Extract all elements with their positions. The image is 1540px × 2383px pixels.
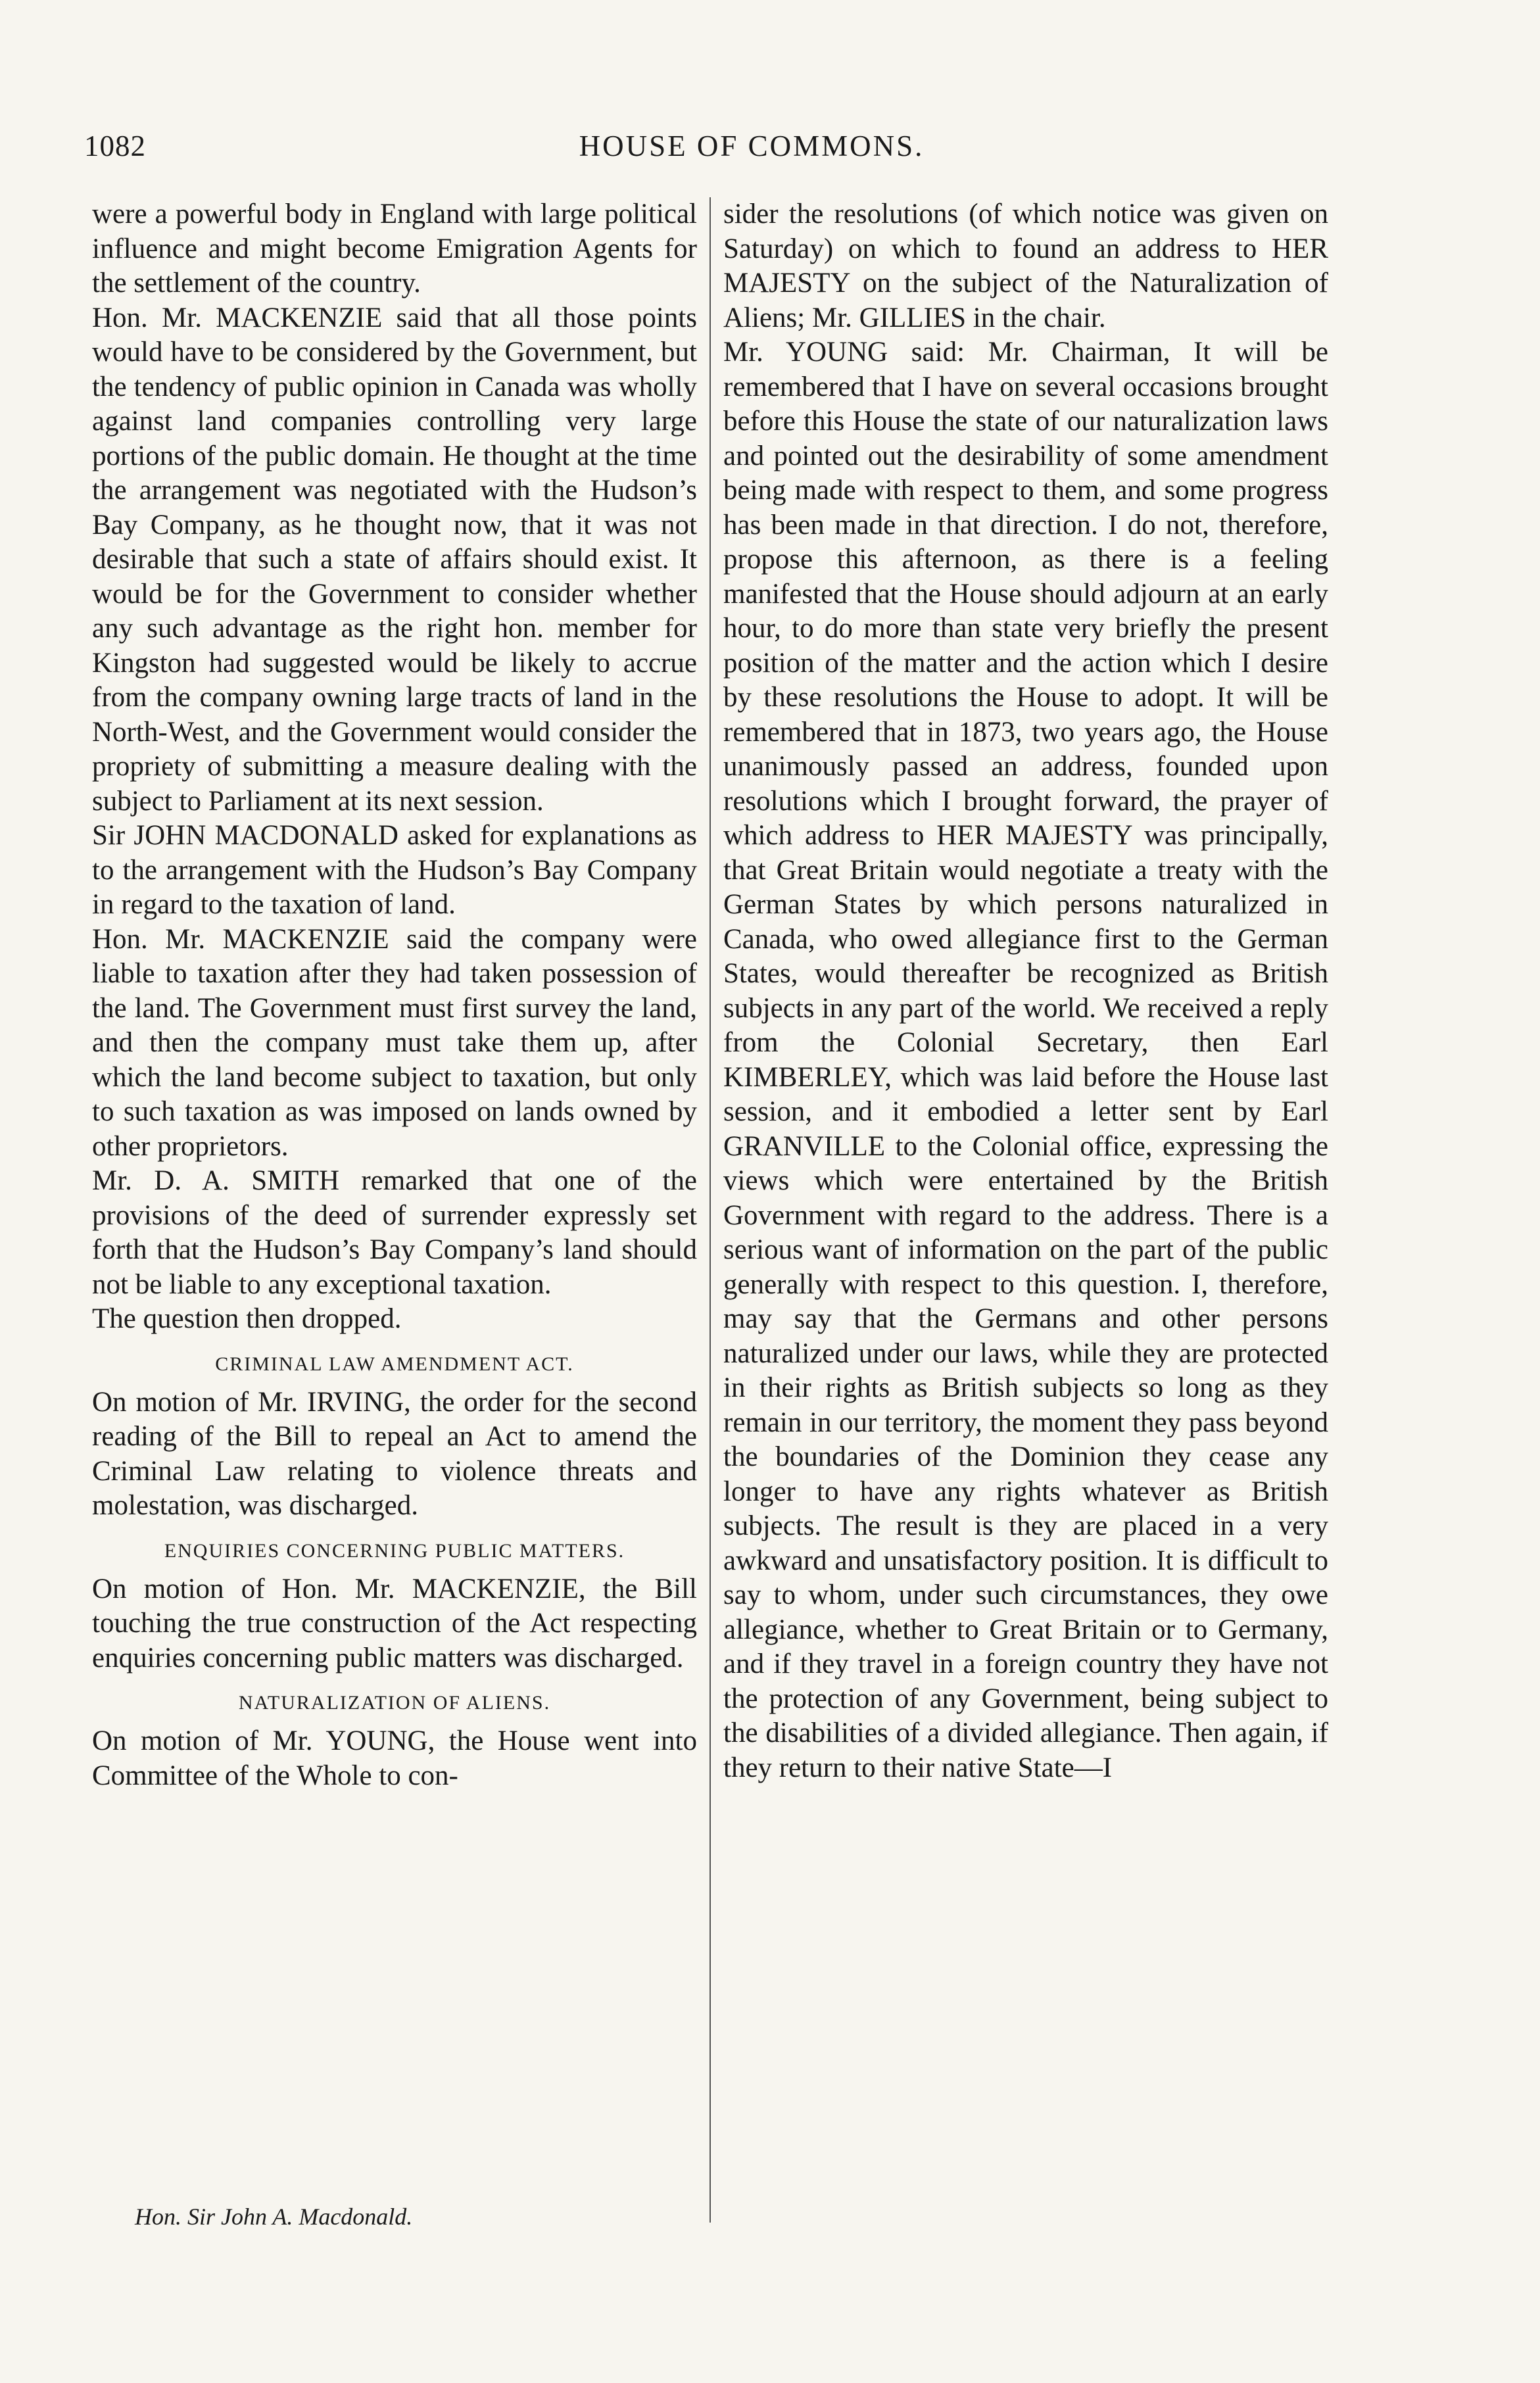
left-paragraph-3: Sir JOHN MACDONALD asked for explanations as to the arrangement with the Hudson’s Bay Company in regard to the taxation of land. (92, 820, 697, 920)
page-header (84, 129, 1419, 168)
column-divider (710, 197, 711, 2223)
right-paragraph-1: sider the resolutions (of which notice was given on Saturday) on which to found an address to HER MAJESTY on the subject of the Naturalization of Aliens; Mr. GILLIES in the chair. (723, 199, 1328, 333)
section-heading-naturalization: NATURALIZATION OF ALIENS. (238, 1692, 551, 1714)
left-paragraph-young-motion: On motion of Mr. YOUNG, the House went into Committee of the Whole to con- (92, 1725, 697, 1791)
right-paragraph-young-speech: Mr. YOUNG said: Mr. Chairman, It will be remembered that I have on several occasions brought before this House the state of our naturalization laws and pointed out the desirability of some amendment being made with respect to them, and some progress has been made in that direction. I do not, therefore, propose this afternoon, as there is a feeling manifested that the House should adjourn at an early hour, to do more than state very briefly the present position of the matter and the action which I desire by these resolutions the House to adopt. It will be remembered that in 1873, two years ago, the House unanimously passed an address, founded upon resolutions which I brought forward, the prayer of which address to HER MAJESTY was principally, that Great Britain would negotiate a treaty with the German States by which persons naturalized in Canada, who owed allegiance first to the German States, would thereafter be recognized as British subjects in any part of the world. We received a reply from the Colonial Secretary, then Earl KIMBERLEY, which was laid before the House last session, and it embodied a letter sent by Earl GRANVILLE to the Colonial office, expressing the views which were entertained by the British Government with regard to the address. There is a serious want of information on the part of the public generally with respect to this question. I, therefore, may say that the Germans and other persons naturalized under our laws, while they are protected in their rights as British subjects so long as they remain in our territory, the moment they pass beyond the boundaries of the Dominion they cease any longer to have any rights whatever as British subjects. The result is they are placed in a very awkward and unsatisfactory position. It is difficult to say to whom, under such circumstances, they owe allegiance, whether to Great Britain or to Germany, and if they travel in a foreign country they have not the protection of any Government, being subject to the disabilities of a divided allegiance. Then again, if they return to their native State—I (723, 337, 1328, 1783)
left-paragraph-1: were a powerful body in England with large political influence and might become Emigration Agents for the settlement of the country. (92, 199, 697, 299)
running-title: HOUSE OF COMMONS. (579, 130, 925, 162)
left-paragraph-irving: On motion of Mr. IRVING, the order for the second reading of the Bill to repeal an Act to amend the Criminal Law relating to violence threats and molestation, was discharged. (92, 1386, 697, 1521)
right-column (723, 197, 1328, 1785)
section-heading-enquiries: ENQUIRIES CONCERNING PUBLIC MATTERS. (164, 1539, 625, 1562)
left-paragraph-4: Hon. Mr. MACKENZIE said the company were liable to taxation after they had taken possession of the land. The Government must first survey the land, and then the company must take them up, after which the land become subject to taxation, but only to such taxation as was imposed on lands owned by other proprietors. (92, 923, 697, 1162)
left-paragraph-2: Hon. Mr. MACKENZIE said that all those points would have to be considered by the Government, but the tendency of public opinion in Canada was wholly against land companies controlling very large portions of the public domain. He thought at the time the arrangement was negotiated with the Hudson’s Bay Company, as he thought now, that it was not desirable that such a state of affairs should exist. It would be for the Government to consider whether any such advantage as the right hon. member for Kingston had suggested would be likely to accrue from the company owning large tracts of land in the North-West, and the Government would consider the propriety of submitting a measure dealing with the subject to Parliament at its next session. (92, 302, 697, 817)
left-paragraph-5: Mr. D. A. SMITH remarked that one of the provisions of the deed of surrender expressly set forth that the Hudson’s Bay Company’s land should not be liable to any exceptional taxation. (92, 1165, 697, 1300)
section-heading-criminal-law: CRIMINAL LAW AMENDMENT ACT. (215, 1353, 574, 1375)
page-number: 1082 (84, 130, 146, 162)
left-column (92, 197, 697, 1793)
left-paragraph-6: The question then dropped. (92, 1303, 402, 1334)
left-paragraph-mackenzie-bill: On motion of Hon. Mr. MACKENZIE, the Bill touching the true construction of the Act respecting enquiries concerning public matters was discharged. (92, 1573, 697, 1673)
footer-signature: Hon. Sir John A. Macdonald. (135, 2203, 413, 2230)
